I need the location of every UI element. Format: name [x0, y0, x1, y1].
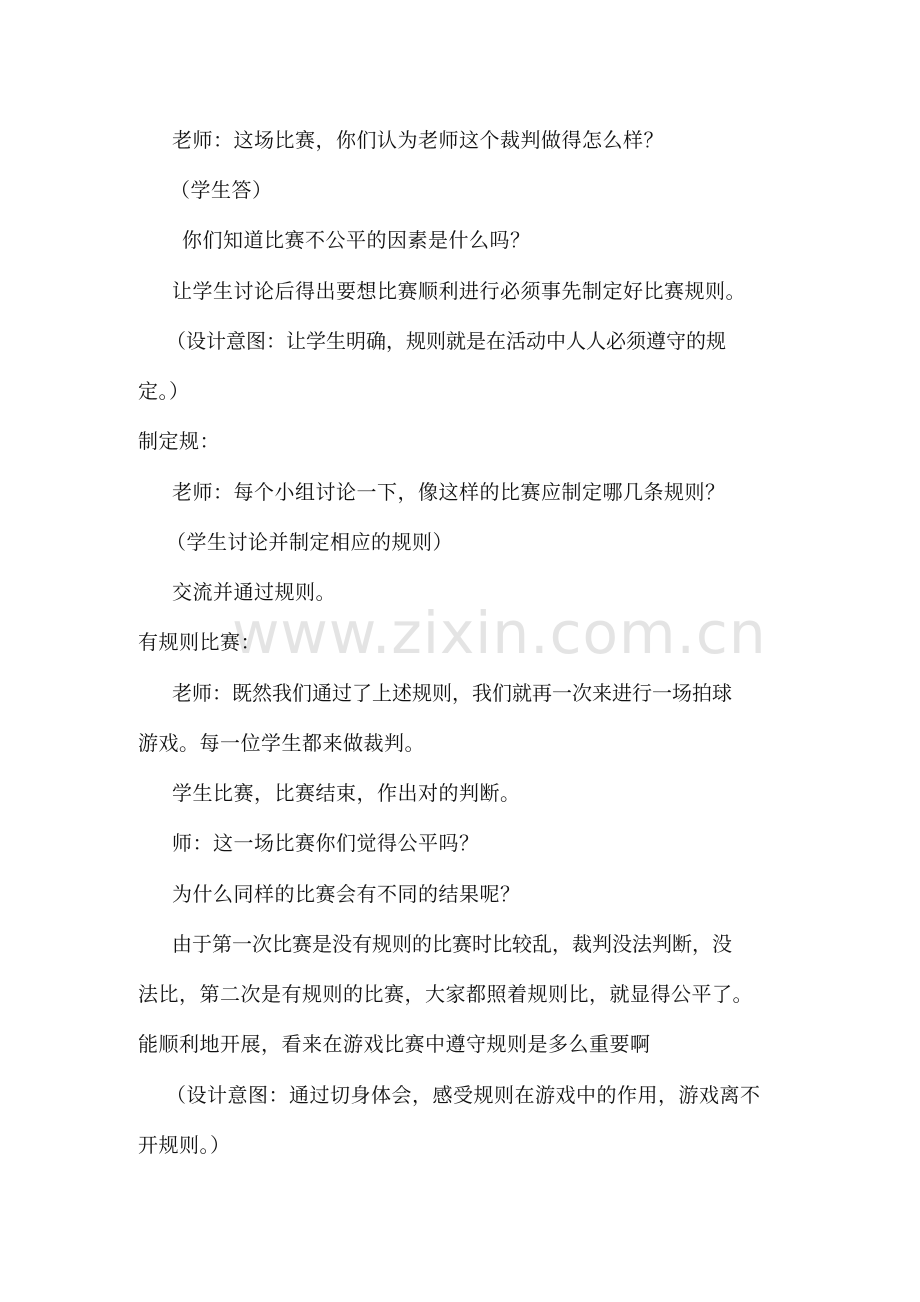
- paragraph-line: 定。）: [138, 379, 190, 403]
- paragraph-line: 老师：每个小组讨论一下，像这样的比赛应制定哪几条规则？: [172, 480, 726, 504]
- paragraph-line: （学生答）: [170, 178, 273, 202]
- paragraph-line: （设计意图：通过切身体会，感受规则在游戏中的作用，游戏离不: [166, 1083, 761, 1107]
- paragraph-line: （学生讨论并制定相应的规则）: [166, 530, 453, 554]
- paragraph-line: 学生比赛，比赛结束，作出对的判断。: [172, 781, 521, 805]
- paragraph-line: 老师：这场比赛，你们认为老师这个裁判做得怎么样？: [172, 128, 664, 152]
- paragraph-line: 让学生讨论后得出要想比赛顺利进行必须事先制定好比赛规则。: [172, 279, 746, 303]
- paragraph-line: 能顺利地开展，看来在游戏比赛中遵守规则是多么重要啊: [138, 1032, 651, 1056]
- section-heading: 制定规：: [138, 429, 220, 453]
- paragraph-line: 师：这一场比赛你们觉得公平吗？: [172, 831, 480, 855]
- paragraph-line: 法比，第二次是有规则的比赛，大家都照着规则比，就显得公平了。: [138, 982, 753, 1006]
- paragraph-line: 由于第一次比赛是没有规则的比赛时比较乱，裁判没法判断，没: [172, 932, 732, 956]
- paragraph-line: 为什么同样的比赛会有不同的结果呢？: [172, 882, 521, 906]
- paragraph-line: 交流并通过规则。: [172, 580, 336, 604]
- paragraph-line: 你们知道比赛不公平的因素是什么吗？: [182, 228, 531, 252]
- watermark: www.zixin.com.cn: [232, 599, 767, 667]
- paragraph-line: 游戏。每一位学生都来做裁判。: [138, 731, 425, 755]
- paragraph-line: （设计意图：让学生明确，规则就是在活动中人人必须遵守的规: [166, 329, 726, 353]
- paragraph-line: 开规则。）: [138, 1133, 231, 1157]
- paragraph-line: 老师：既然我们通过了上述规则，我们就再一次来进行一场拍球: [172, 681, 732, 705]
- section-heading: 有规则比赛：: [138, 630, 261, 654]
